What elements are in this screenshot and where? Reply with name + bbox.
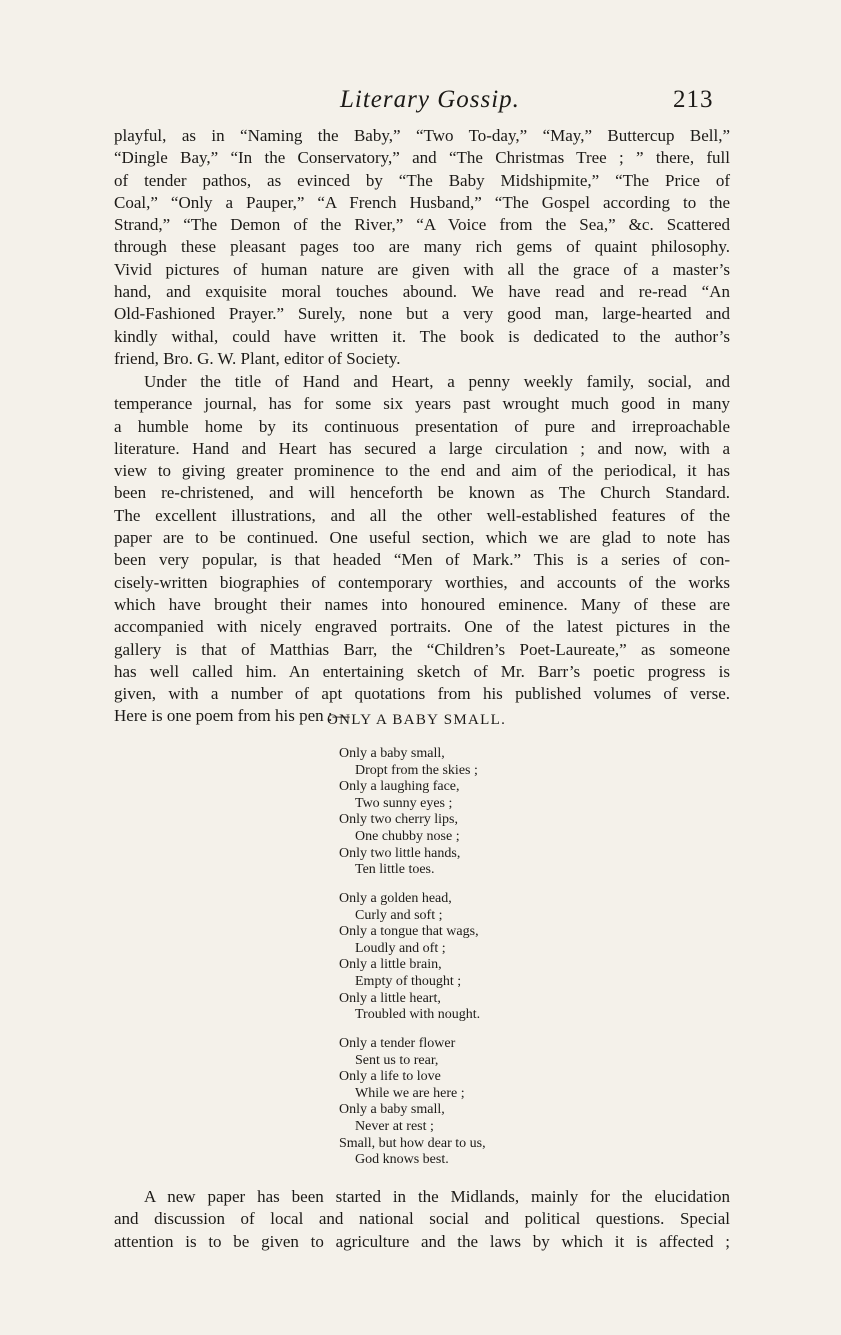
poem-line: Only two cherry lips,	[339, 812, 458, 828]
text-line: a humble home by its continuous presentation of pure and irreproachable	[114, 416, 730, 436]
text-line: playful, as in “Naming the Baby,” “Two To-day,” “May,” Buttercup Bell,”	[114, 126, 730, 145]
text-line: “Dingle Bay,” “In the Conservatory,” and “The Christmas Tree ; ” there, full	[114, 148, 730, 168]
poem-line: Only a little brain,	[339, 957, 442, 973]
text-line: attention is to be given to agriculture and the laws by which it is affected ;	[114, 1231, 730, 1251]
text-line: paper are to be continued. One useful section, which we are glad to note has	[114, 528, 730, 548]
text-line: Vivid pictures of human nature are given with all the grace of a master’s	[114, 259, 730, 279]
poem-line: Only a laughing face,	[339, 779, 460, 795]
text-line: temperance journal, has for some six years past wrought much good in many	[114, 394, 730, 414]
poem-line: Only a golden head,	[339, 891, 452, 906]
poem-stanza	[339, 1036, 579, 1169]
text-line: literature. Hand and Heart has secured a large circulation ; and now, with a	[114, 438, 730, 458]
poem-line: One chubby nose ;	[355, 828, 460, 844]
page-number: 213	[673, 86, 714, 113]
text-line: view to giving greater prominence to the end and aim of the periodical, it has	[114, 461, 730, 481]
text-line: hand, and exquisite moral touches abound. We have read and re-read “An	[114, 282, 730, 302]
paragraph-new-paper	[114, 1186, 730, 1253]
poem-line: Only a little heart,	[339, 990, 441, 1006]
poem-stanza	[339, 746, 579, 879]
text-line: been very popular, is that headed “Men of Mark.” This is a series of con-	[114, 550, 730, 570]
text-line: and discussion of local and national social and political questions. Special	[114, 1209, 730, 1229]
text-line: Under the title of Hand and Heart, a penny weekly family, social, and	[144, 372, 730, 391]
poem-line: Only a baby small,	[339, 1102, 445, 1118]
text-line: given, with a number of apt quotations from his published volumes of verse.	[114, 684, 730, 704]
running-title: Literary Gossip.	[340, 86, 520, 113]
poem-line: Sent us to rear,	[355, 1052, 439, 1068]
text-line: friend, Bro. G. W. Plant, editor of Society.	[114, 348, 401, 368]
running-head	[0, 86, 841, 122]
text-line: gallery is that of Matthias Barr, the “Children’s Poet-Laureate,” as someone	[114, 639, 730, 659]
poem-line: Dropt from the skies ;	[355, 762, 478, 778]
poem-line: God knows best.	[355, 1152, 449, 1168]
text-line: Old-Fashioned Prayer.” Surely, none but a very good man, large-hearted and	[114, 304, 730, 324]
text-line: Strand,” “The Demon of the River,” “A Voice from the Sea,” &c. Scattered	[114, 215, 730, 235]
poem-line: Never at rest ;	[355, 1118, 434, 1134]
poem-line: Empty of thought ;	[355, 973, 462, 989]
poem-line: Small, but how dear to us,	[339, 1135, 486, 1151]
text-line: Here is one poem from his pen :—	[114, 706, 350, 726]
poem-line: Only two little hands,	[339, 845, 461, 861]
poem-line: Ten little toes.	[355, 862, 435, 878]
poem-line: Only a tender flower	[339, 1036, 456, 1051]
text-line: of tender pathos, as evinced by “The Baby Midshipmite,” “The Price of	[114, 170, 730, 190]
poem-line: Two sunny eyes ;	[355, 795, 453, 811]
poem-line: Curly and soft ;	[355, 907, 443, 923]
paragraph-playful-poems	[114, 125, 730, 370]
poem-line: Loudly and oft ;	[355, 940, 446, 956]
text-line: accompanied with nicely engraved portraits. One of the latest pictures in the	[114, 617, 730, 637]
poem-line: Only a baby small,	[339, 746, 445, 761]
paragraph-hand-and-heart	[114, 371, 730, 728]
text-line: which have brought their names into honoured eminence. Many of these are	[114, 594, 730, 614]
text-line: kindly withal, could have written it. The book is dedicated to the author’s	[114, 326, 730, 346]
text-line: A new paper has been started in the Midlands, mainly for the elucidation	[144, 1187, 730, 1206]
text-line: through these pleasant pages too are many rich gems of quaint philosophy.	[114, 237, 730, 257]
poem-line: Only a tongue that wags,	[339, 924, 479, 940]
poem-title: ONLY A BABY SMALL.	[327, 712, 507, 728]
text-line: has well called him. An entertaining sketch of Mr. Barr’s poetic progress is	[114, 661, 730, 681]
poem-stanza	[339, 891, 579, 1024]
text-line: cisely-written biographies of contemporary worthies, and accounts of the works	[114, 572, 730, 592]
poem-line: Troubled with nought.	[355, 1007, 481, 1023]
poem-line: While we are here ;	[355, 1085, 465, 1101]
text-line: The excellent illustrations, and all the other well-established features of the	[114, 505, 730, 525]
poem-line: Only a life to love	[339, 1069, 441, 1085]
text-line: been re-christened, and will henceforth be known as The Church Standard.	[114, 483, 730, 503]
text-line: Coal,” “Only a Pauper,” “A French Husband,” “The Gospel according to the	[114, 192, 730, 212]
